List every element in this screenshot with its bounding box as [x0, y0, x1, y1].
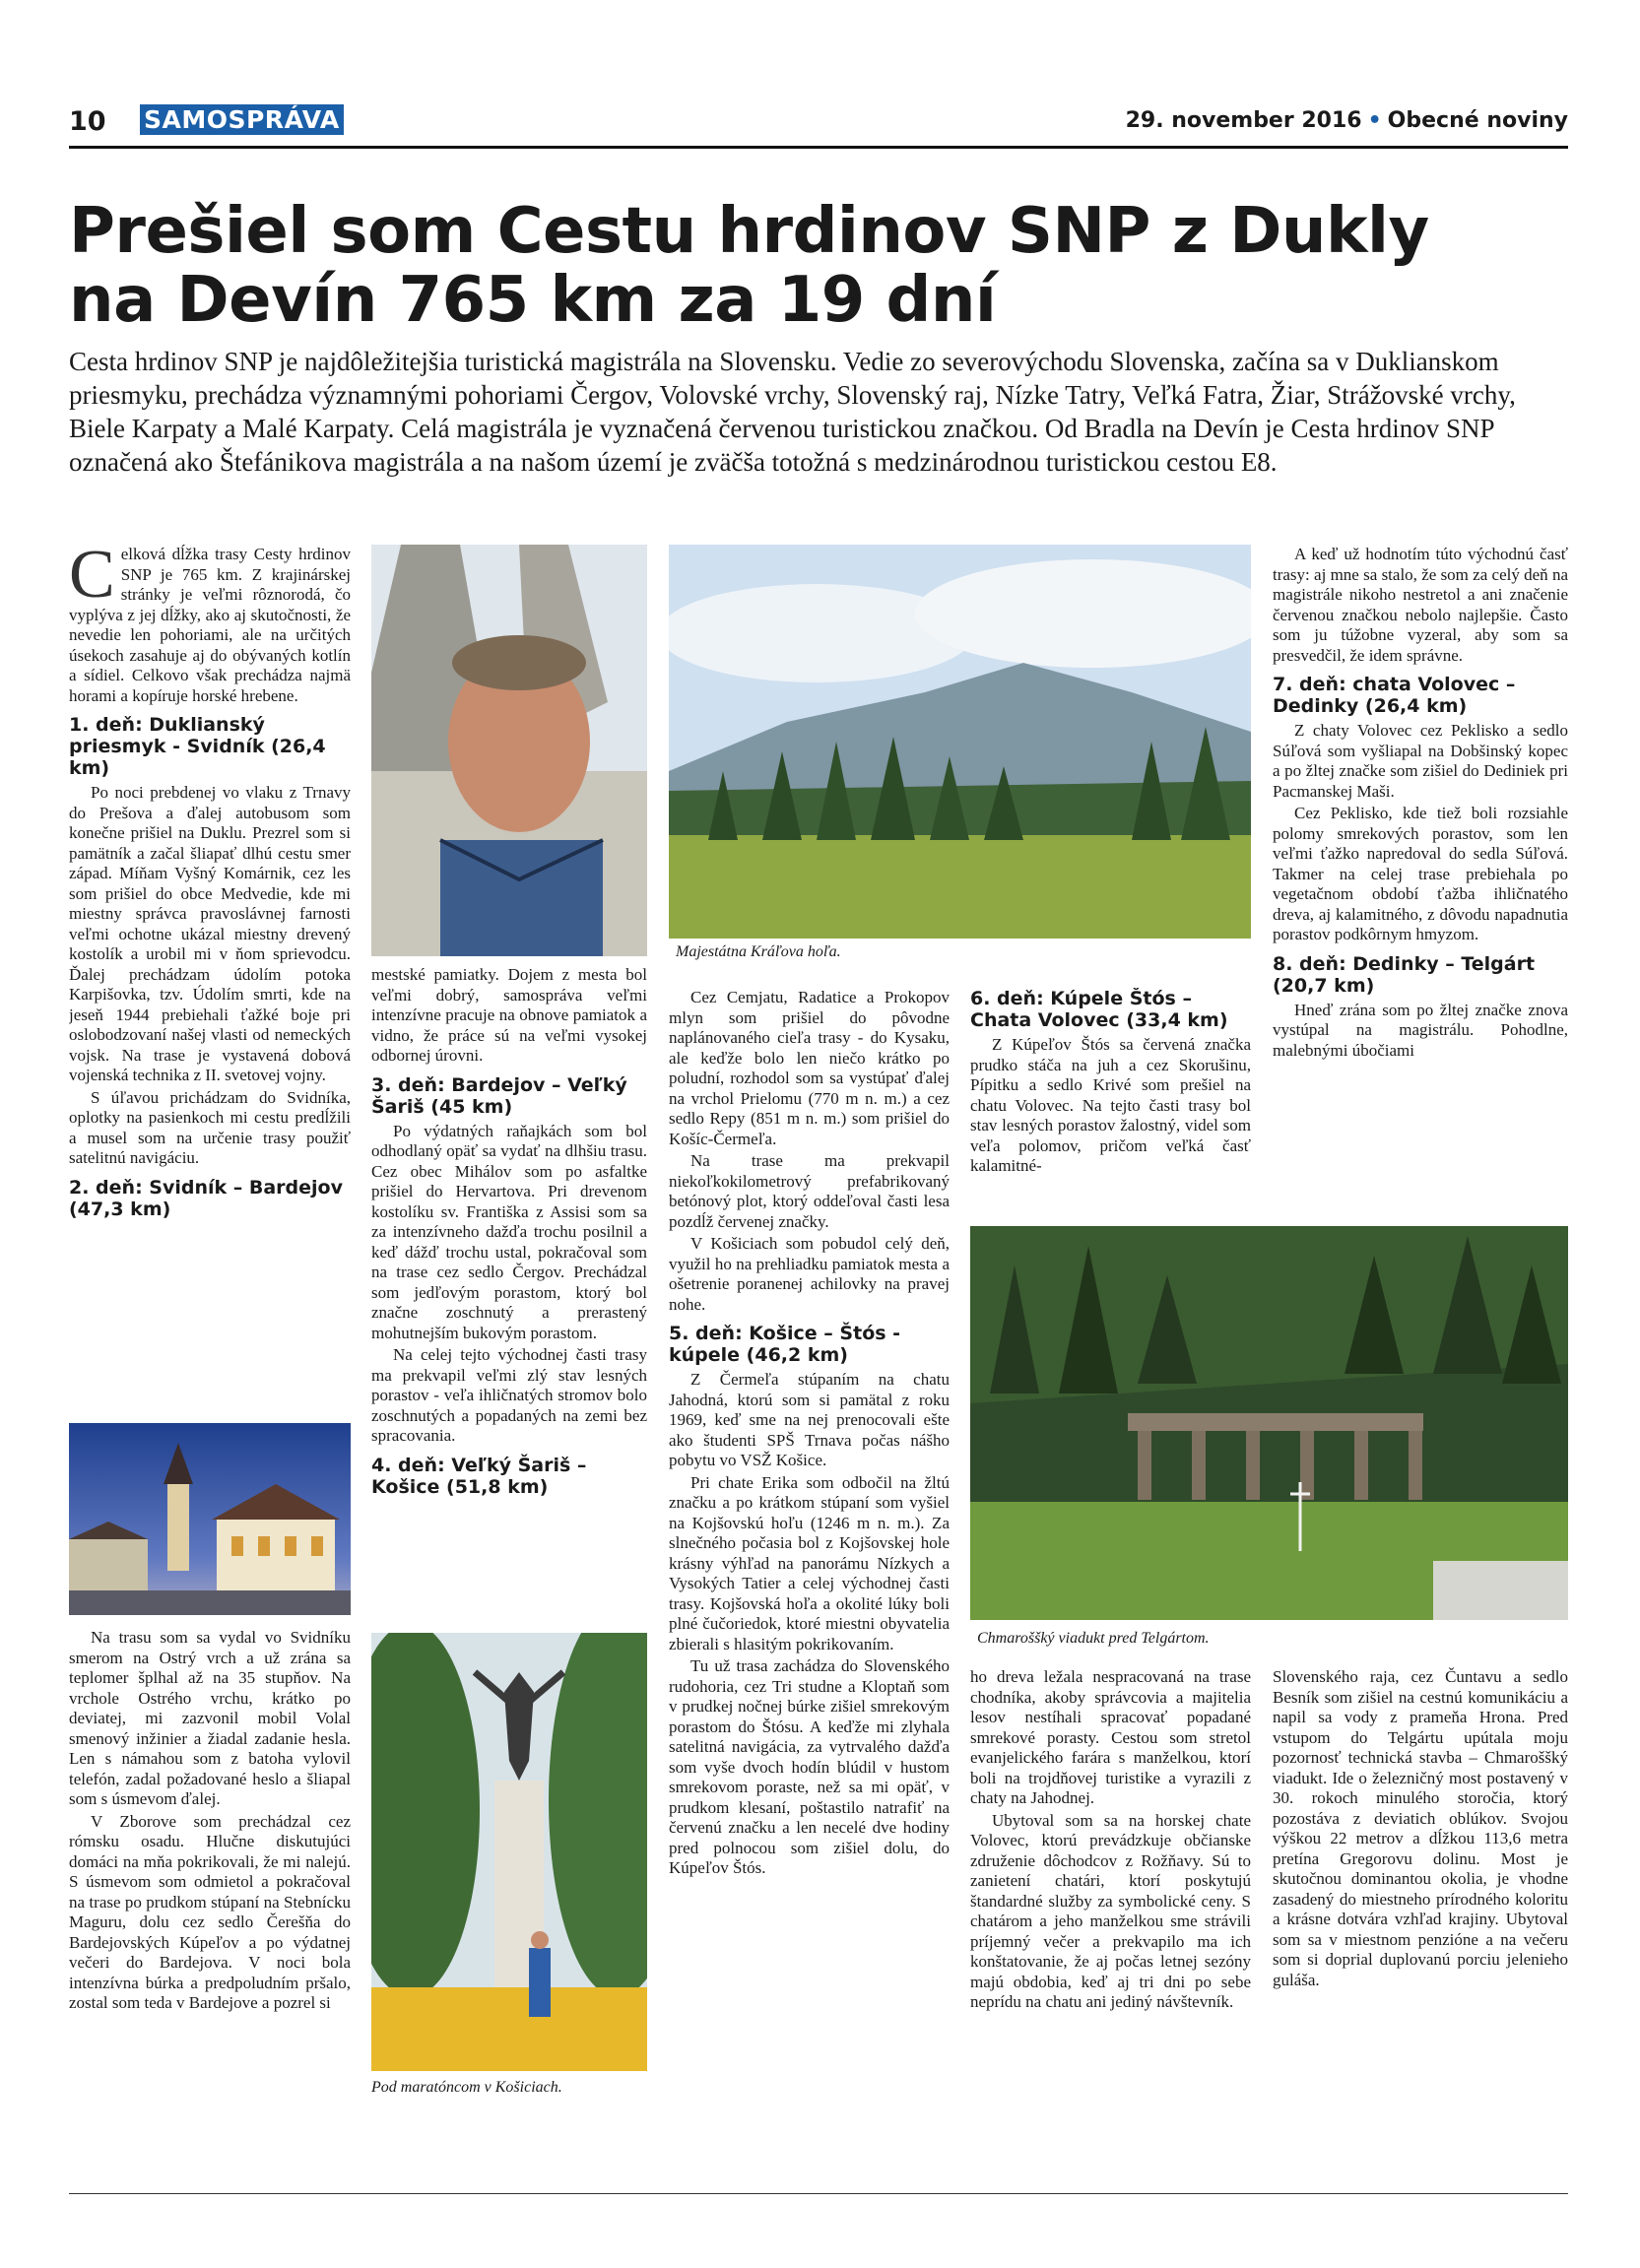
section-heading: 1. deň: Duklianský priesmyk - Svidník (26,4 km) — [69, 714, 326, 779]
paragraph: ho dreva ležala nespracovaná na trase chodníka, akoby správcovia a majitelia lesov nestíhali spracovať popadané smrekové porasty. Cestou som stretol evanjelického farára s manželkou, ktorí boli na trojdňovej turistike a vyrazili z chaty na Jahodnej. — [970, 1667, 1251, 1807]
section-heading: 7. deň: chata Volovec – Dedinky (26,4 km) — [1273, 674, 1516, 717]
paragraph: Pri chate Erika som odbočil na žltú značku a po krátkom stúpaní som vyšiel na Kojšovskú hoľu (1246 m n. m.). Za slnečného počasia bol z Kojšovskej hole krásny výhľad na panorámu Nízkych a Vysokých Tatier a celej východnej časti trasy. Kojšovská hoľa a okolité lúky boli plné čučoriedok, ktoré miestni obyvatelia zbierali s hlasitým pokrikovaním. — [669, 1472, 950, 1653]
section-label: SAMOSPRÁVA — [140, 104, 344, 135]
drop-cap: C — [69, 545, 115, 613]
page-number: 10 — [69, 106, 106, 137]
header-rule — [69, 146, 1568, 149]
column-1 — [69, 545, 351, 1337]
paragraph: A keď už hodnotím túto východnú časť trasy: aj mne sa stalo, že som za celý deň na magistrále nikoho nestretol a ani značenie červenou značkou nebolo najlepšie. Často som ju túžobne vyzeral, aby som sa presvedčil, že idem správne. — [1273, 545, 1568, 665]
column-5 — [1273, 545, 1568, 1224]
page-header — [69, 102, 1568, 152]
paragraph: Cez Cemjatu, Radatice a Prokopov mlyn som prišiel do pôvodne naplánovaného cieľa trasy - do Kysaku, ale keďže bolo len niečo krátko po poludní, rozhodol som sa vystúpať ďalej na vrchol Prielomu (770 m n. m.) a cez sedlo Repy (851 m n. m.) som prišiel do Košíc-Čermeľa. — [669, 988, 950, 1148]
paragraph: Po noci prebdenej vo vlaku z Trnavy do Prešova a ďalej autobusom som konečne prišiel na Duklu. Prezrel som si pamätník a začal šliapať dlhú cestu smer západ. Míňam Vyšný Komárnik, cez les som prišiel do obce Medvedie, kde mi miestny správca pravoslávnej farnosti veľmi ochotne ukázal miestny drevený kostolík a urobil mi v ňom sprievodcu. Ďalej prechádzam údolím potoka Karpišovka, tzv. Údolím smrti, kde na jeseň 1944 prebiehali ťažké boje pri oslobodzovaní našej vlasti od nemeckých vojsk. Na trase je vystavená dobová vojenská technika z II. svetovej vojny. — [69, 783, 351, 1084]
statue-image — [371, 1633, 647, 2071]
title-line-2: na Devín 765 km za 19 dní — [69, 264, 997, 337]
paragraph: Na celej tejto východnej časti trasy ma prekvapil veľmi zlý stav lesných porastov - veľa ihličnatých stromov bolo zoschnutých a popadaných na zemi bez spracovania. — [371, 1345, 647, 1445]
paragraph: V Košiciach som pobudol celý deň, využil ho na prehliadku pamiatok mesta a ošetrenie poranenej achilovky na pravej nohe. — [669, 1234, 950, 1314]
photo-caption: Chmaroššký viadukt pred Telgártom. — [977, 1630, 1210, 1647]
publication-name: Obecné noviny — [1387, 108, 1568, 133]
paragraph: Hneď zrána som po žltej značke znova vystúpal na magistrálu. Pohodlne, malebnými úbočiami — [1273, 1000, 1568, 1060]
photo-marathon-statue — [371, 1633, 647, 2071]
photo-caption: Majestátna Kráľova hoľa. — [676, 943, 841, 960]
column-1-continued — [69, 1628, 351, 2184]
issue-info — [1126, 108, 1568, 133]
article-lead: Cesta hrdinov SNP je najdôležitejšia turistická magistrála na Slovensku. Vedie zo severovýchodu Slovenska, začína sa v Duklianskom priesmyku, prechádza významnými pohoriami Čergov, Volovské vrchy, Slovenský raj, Nízke Tatry, Veľká Fatra, Žiar, Strážovské vrchy, Biele Karpaty a Malé Karpaty. Celá magistrála je vyznačená červenou turistickou značkou. Od Bradla na Devín je Cesta hrdinov SNP označená ako Štefánikova magistrála a na našom území je zväčša totožná s medzinárodnou turistickou cestou E8. — [69, 347, 1516, 477]
title-line-1: Prešiel som Cestu hrdinov SNP z Dukly — [69, 195, 1429, 268]
footer-rule — [69, 2193, 1568, 2194]
column-4-continued — [970, 1667, 1251, 2179]
column-5-continued — [1273, 1667, 1568, 2179]
author-image — [371, 545, 647, 956]
paragraph: mestské pamiatky. Dojem z mesta bol veľmi dobrý, samospráva veľmi intenzívne pracuje na obnove pamiatok a vidno, že práce sú na veľmi vysokej odbornej úrovni. — [371, 965, 647, 1065]
separator: • — [1367, 108, 1382, 133]
paragraph: Z Kúpeľov Štós sa červená značka prudko stáča na juh a cez Skorušinu, Pípitku a sedlo Krivé som prešiel na chatu Volovec. Na tejto časti trasy bol stav lesných porastov žalostný, videl som veľa polomov, pričom veľká časť kalamitné- — [970, 1035, 1251, 1175]
paragraph: S úľavou prichádzam do Svidníka, oplotky na pasienkoch mi cestu predĺžili a musel som na určenie trasy použiť satelitnú navigáciu. — [69, 1087, 351, 1167]
section-heading: 6. deň: Kúpele Štós – Chata Volovec (33,4 km) — [970, 988, 1228, 1031]
article-title — [69, 197, 1568, 335]
paragraph: Celková dĺžka trasy Cesty hrdinov SNP je 765 km. Z krajinárskej stránky je veľmi rôznorodá, čo vyplýva z jej dĺžky, ako aj skutočnosti, že nevedie len pohoriami, ale na určitých úsekoch zasahuje aj do obývaných kotlín a sídiel. Celkovo však prechádza najmä horami a kopíruje horské hrebene. — [69, 545, 351, 705]
paragraph: V Zborove som prechádzal cez rómsku osadu. Hlučne diskutujúci domáci na mňa pokrikovali, že mi nalejú. S úsmevom som odmietol a pokračoval na trase po prudkom stúpaní na Stebnícku Maguru, dolu cez sedlo Čerešňa do Bardejovských Kúpeľov a po výdatnej večeri do Bardejova. V noci bola intenzívna búrka a predpoludním pršalo, zostal som teda v Bardejove a pozrel si — [69, 1811, 351, 2012]
paragraph: Slovenského raja, cez Čuntavu a sedlo Besník som zišiel na cestnú komunikáciu a napil sa vody z prameňa Hrona. Pred vstupom do Telgártu upútala moju pozornosť technická stavba – Chmaroššký viadukt. Ide o železničný most postavený v 30. rokoch minulého storočia, ktorý pozostáva z deviatich oblúkov. Svojou výškou 22 metrov a dĺžkou 113,6 metra pretína Gregorovu dolinu. Most je skutočnou dominantou okolia, je vhodne zasadený do miestneho prírodného koloritu a krásne dotvára vzhľad krajiny. Ubytoval som sa v miestnom penzióne a na večeru som si doprial duplovanú porciu jelenieho guláša. — [1273, 1667, 1568, 1989]
paragraph: Na trasu som sa vydal vo Svidníku smerom na Ostrý vrch a už zrána sa teplomer šplhal až na 35 stupňov. Na vrchole Ostrého vrchu, krátko po deviatej, mi zazvonil mobil Volal smenový inžinier a žiadal zadanie hesla. Len s námahou som z batoha vylovil telefón, zadal požadované heslo a šliapal som s úsmevom ďalej. — [69, 1628, 351, 1808]
mountain-image — [669, 545, 1251, 939]
section-heading: 3. deň: Bardejov – Veľký Šariš (45 km) — [371, 1073, 627, 1118]
issue-date: 29. november 2016 — [1125, 108, 1362, 133]
bardejov-image — [69, 1423, 351, 1615]
paragraph: Na trase ma prekvapil niekoľkokilometrový prefabrikovaný betónový plot, ktorý oddeľoval časti lesa pozdĺž červenej značky. — [669, 1151, 950, 1231]
photo-chmarossky-viaduct — [970, 1226, 1568, 1620]
paragraph: Po výdatných raňajkách som bol odhodlaný opäť sa vydať na dlhšiu trasu. Cez obec Mihálov som po asfaltke prišiel do Hervartova. Pri drevenom kostolíku sv. Františka z Assisi som sa za intenzívneho dažďa trochu posilnil a keď dážď trochu ustal, pokračoval som na trase cez sedlo Čergov. Prechádzal som jedľovým porastom, ktorý bol značne zoschnutý a prerastený mohutnejším bukovým porastom. — [371, 1121, 647, 1342]
photo-kralova-hola — [669, 545, 1251, 939]
column-4 — [970, 988, 1251, 1209]
section-heading: 5. deň: Košice – Štós -kúpele (46,2 km) — [669, 1323, 901, 1366]
paragraph: Ubytoval som sa na horskej chate Volovec, ktorú prevádzkuje občianske združenie dôchodcov z Rožňavy. Sú to zanietení chatári, ktorí poskytujú štandardné služby za symbolické ceny. S chatárom a jeho manželkou sme strávili príjemný večer a prekvapilo ma ich konštatovanie, že aj počas letnej sezóny majú obdobia, keď aj tri dni po sebe neprídu na chatu ani jediný návštevník. — [970, 1810, 1251, 2011]
photo-bardejov-square — [69, 1423, 351, 1615]
section-heading: 2. deň: Svidník – Bardejov (47,3 km) — [69, 1176, 343, 1220]
column-3 — [669, 988, 950, 2071]
paragraph: Cez Peklisko, kde tiež boli rozsiahle polomy smrekových porastov, som len veľmi ťažko napredoval do sedla Súľová. Takmer na celej trase prebiehala po vegetačnom období ťažba ihličnatého dreva, aj kalamitného, z dôvodu napadnutia porastov podkôrnym hmyzom. — [1273, 804, 1568, 943]
column-2 — [371, 965, 647, 1578]
paragraph: Z chaty Volovec cez Peklisko a sedlo Súľová som vyšliapal na Dobšinský kopec a po žltej značke som zišiel do Dediniek pri Pacmanskej Maši. — [1273, 721, 1568, 801]
paragraph: Z Čermeľa stúpaním na chatu Jahodná, ktorú som si pamätal z roku 1969, keď sme na nej prenocovali ešte ako študenti SPŠ Trnava počas nášho pobytu vo VSŽ Košice. — [669, 1370, 950, 1469]
section-heading: 4. deň: Veľký Šariš – Košice (51,8 km) — [371, 1454, 587, 1498]
paragraph: Tu už trasa zachádza do Slovenského rudohoria, cez Tri studne a Kloptaň som v prudkej nočnej búrke zišiel smrekovým porastom do Štósu. A keďže mi zlyhala satelitná navigácia, za vytrvalého dažďa som vyše dvoch hodín blúdil v hustom smrekovom poraste, než sa mi opäť, v prudkom klesaní, poštastilo natrafiť na červenú značku a len necelé dve hodiny pred polnocou som zišiel dolu, do Kúpeľov Štós. — [669, 1656, 950, 1877]
photo-author-dukla — [371, 545, 647, 956]
section-heading: 8. deň: Dedinky – Telgárt (20,7 km) — [1273, 952, 1536, 997]
viaduct-image — [970, 1226, 1568, 1620]
photo-caption: Pod maratóncom v Košiciach. — [371, 2079, 562, 2096]
